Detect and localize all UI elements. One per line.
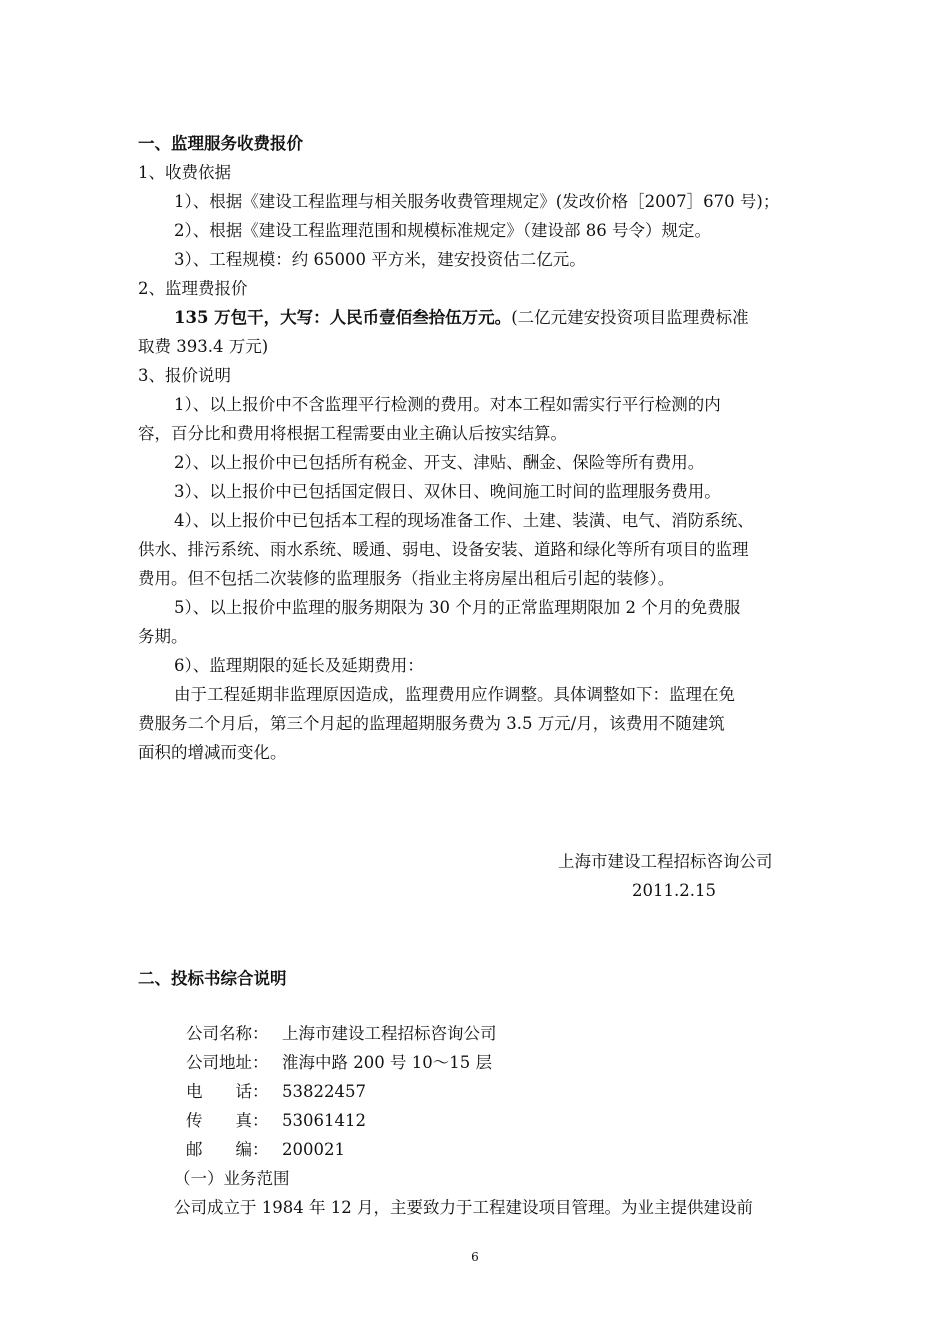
- contact-row: [186, 1108, 366, 1134]
- fee-quote-standard: (二亿元建安投资项目监理费标准: [511, 308, 749, 327]
- fee-quote-line: [174, 305, 854, 331]
- fee-basis-item: 1）、根据《建设工程监理与相关服务收费管理规定》(发改价格［2007］670 号)；: [174, 192, 780, 211]
- fee-basis-item: 3）、工程规模：约 65000 平方米，建安投资估二亿元。: [174, 250, 586, 269]
- quote-note-line: 费服务二个月后，第三个月起的监理超期服务费为 3.5 万元/月，该费用不随建筑: [138, 714, 725, 733]
- signature-date: 2011.2.15: [632, 881, 716, 900]
- section-2-title: 二、投标书综合说明: [138, 969, 287, 988]
- quote-note-line: 由于工程延期非监理原因造成，监理费用应作调整。具体调整如下：监理在免: [174, 685, 735, 704]
- quote-note-line: 务期。: [138, 627, 188, 646]
- contact-value: 53061412: [282, 1111, 366, 1130]
- quote-note-line: 4）、以上报价中已包括本工程的现场准备工作、土建、装潢、电气、消防系统、: [174, 511, 754, 530]
- contact-value: 53822457: [282, 1082, 366, 1101]
- quote-note-line: 供水、排污系统、雨水系统、暖通、弱电、设备安装、道路和绿化等所有项目的监理: [138, 540, 749, 559]
- quote-note-line: 费用。但不包括二次装修的监理服务（指业主将房屋出租后引起的装修）。: [138, 569, 675, 588]
- quote-note-line: 3）、以上报价中已包括国定假日、双休日、晚间施工时间的监理服务费用。: [174, 482, 721, 501]
- page-number: 6: [471, 1250, 479, 1264]
- quote-note-line: 1）、以上报价中不含监理平行检测的费用。对本工程如需实行平行检测的内: [174, 395, 721, 414]
- quote-note-line: 6）、监理期限的延长及延期费用：: [174, 656, 424, 675]
- contact-label: 电 话：: [186, 1082, 269, 1101]
- contact-row: [186, 1079, 366, 1105]
- contact-label: 公司地址：: [186, 1053, 269, 1072]
- fee-basis-heading: 1、收费依据: [138, 163, 231, 182]
- contact-row: [186, 1137, 345, 1163]
- contact-label: 传 真：: [186, 1111, 269, 1130]
- section-1-title: 一、监理服务收费报价: [138, 134, 303, 153]
- fee-quote-line-cont: 取费 393.4 万元): [138, 337, 269, 356]
- quote-notes-heading: 3、报价说明: [138, 366, 231, 385]
- quote-note-line: 容，百分比和费用将根据工程需要由业主确认后按实结算。: [138, 424, 567, 443]
- quote-note-line: 面积的增减而变化。: [138, 743, 287, 762]
- fee-quote-amount: 135 万包干，大写：人民币壹佰叁拾伍万元。: [174, 308, 512, 327]
- contact-row: [186, 1050, 492, 1076]
- business-scope-line: 公司成立于 1984 年 12 月，主要致力于工程建设项目管理。为业主提供建设前: [174, 1198, 753, 1217]
- contact-row: [186, 1021, 497, 1047]
- quote-note-line: 2）、以上报价中已包括所有税金、开支、津贴、酬金、保险等所有费用。: [174, 453, 705, 472]
- contact-label: 公司名称：: [186, 1024, 269, 1043]
- contact-value: 上海市建设工程招标咨询公司: [282, 1024, 497, 1043]
- business-scope-heading: （一）业务范围: [174, 1169, 290, 1188]
- fee-quote-heading: 2、监理费报价: [138, 279, 248, 298]
- contact-value: 淮海中路 200 号 10～15 层: [282, 1053, 492, 1072]
- fee-basis-item: 2）、根据《建设工程监理范围和规模标准规定》（建设部 86 号令）规定。: [174, 221, 711, 240]
- contact-label: 邮 编：: [186, 1140, 269, 1159]
- signature-company: 上海市建设工程招标咨询公司: [558, 852, 773, 871]
- quote-note-line: 5）、以上报价中监理的服务期限为 30 个月的正常监理期限加 2 个月的免费服: [174, 598, 741, 617]
- contact-value: 200021: [282, 1140, 345, 1159]
